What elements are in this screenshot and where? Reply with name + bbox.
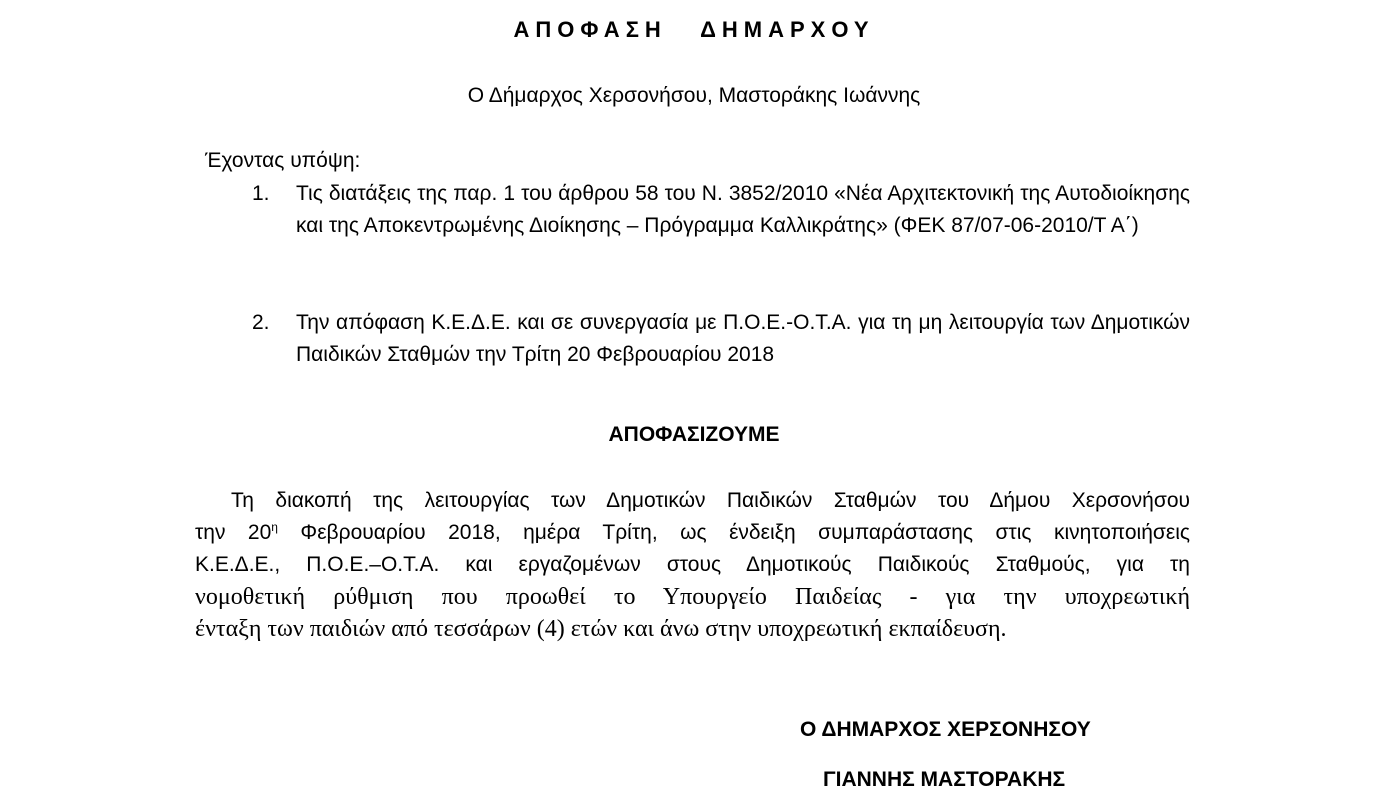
- decision-paragraph: [195, 485, 1190, 645]
- decision-line-rest: Φεβρουαρίου 2018, ημέρα Τρίτη, ως ένδειξη συμπαράστασης στις κινητοποιήσεις: [277, 521, 1190, 544]
- decision-line: νομοθετική ρύθμιση που προωθεί το Υπουργείο Παιδείας - για την υποχρεωτική: [195, 584, 1190, 610]
- decision-line: Κ.Ε.Δ.Ε., Π.Ο.Ε.–Ο.Τ.Α. και εργαζομένων στους Δημοτικούς Παιδικούς Σταθμούς, για τη: [195, 553, 1190, 576]
- list-item: [252, 307, 1190, 371]
- list-item-number: 2.: [252, 311, 270, 334]
- list-item: [252, 178, 1190, 242]
- list-item-number: 1.: [252, 182, 270, 205]
- considering-label: Έχοντας υπόψη:: [205, 149, 361, 172]
- decision-heading: ΑΠΟΦΑΣΙΖΟΥΜΕ: [608, 423, 780, 446]
- decision-line: ένταξη των παιδιών από τεσσάρων (4) ετών και άνω στην υποχρεωτική εκπαίδευση.: [195, 616, 1007, 642]
- signature-title: Ο ΔΗΜΑΡΧΟΣ ΧΕΡΣΟΝΗΣΟΥ: [800, 718, 1091, 741]
- decision-line: [195, 517, 1190, 549]
- ordinal-superscript: η: [271, 520, 278, 534]
- decision-line: Τη διακοπή της λειτουργίας των Δημοτικών Παιδικών Σταθμών του Δήμου Χερσονήσου: [231, 489, 1190, 512]
- mayor-subtitle: Ο Δήμαρχος Χερσονήσου, Μαστοράκης Ιωάννης: [467, 84, 921, 107]
- decision-line-start: την 20: [195, 521, 272, 544]
- document-title: ΑΠΟΦΑΣΗ ΔΗΜΑΡΧΟΥ: [513, 17, 875, 42]
- signature-name: ΓΙΑΝΝΗΣ ΜΑΣΤΟΡΑΚΗΣ: [823, 768, 1066, 791]
- list-item-text: Τις διατάξεις της παρ. 1 του άρθρου 58 του Ν. 3852/2010 «Νέα Αρχιτεκτονική της Αυτοδιοίκησης και της Αποκεντρωμένης Διοίκησης – Πρόγραμμα Καλλικράτης» (ΦΕΚ 87/07-06-2010/Τ Α΄): [296, 182, 1190, 237]
- list-item-text: Την απόφαση Κ.Ε.Δ.Ε. και σε συνεργασία με Π.Ο.Ε.-Ο.Τ.Α. για τη μη λειτουργία των Δημοτικών Παιδικών Σταθμών την Τρίτη 20 Φεβρουαρίου 2018: [296, 311, 1190, 366]
